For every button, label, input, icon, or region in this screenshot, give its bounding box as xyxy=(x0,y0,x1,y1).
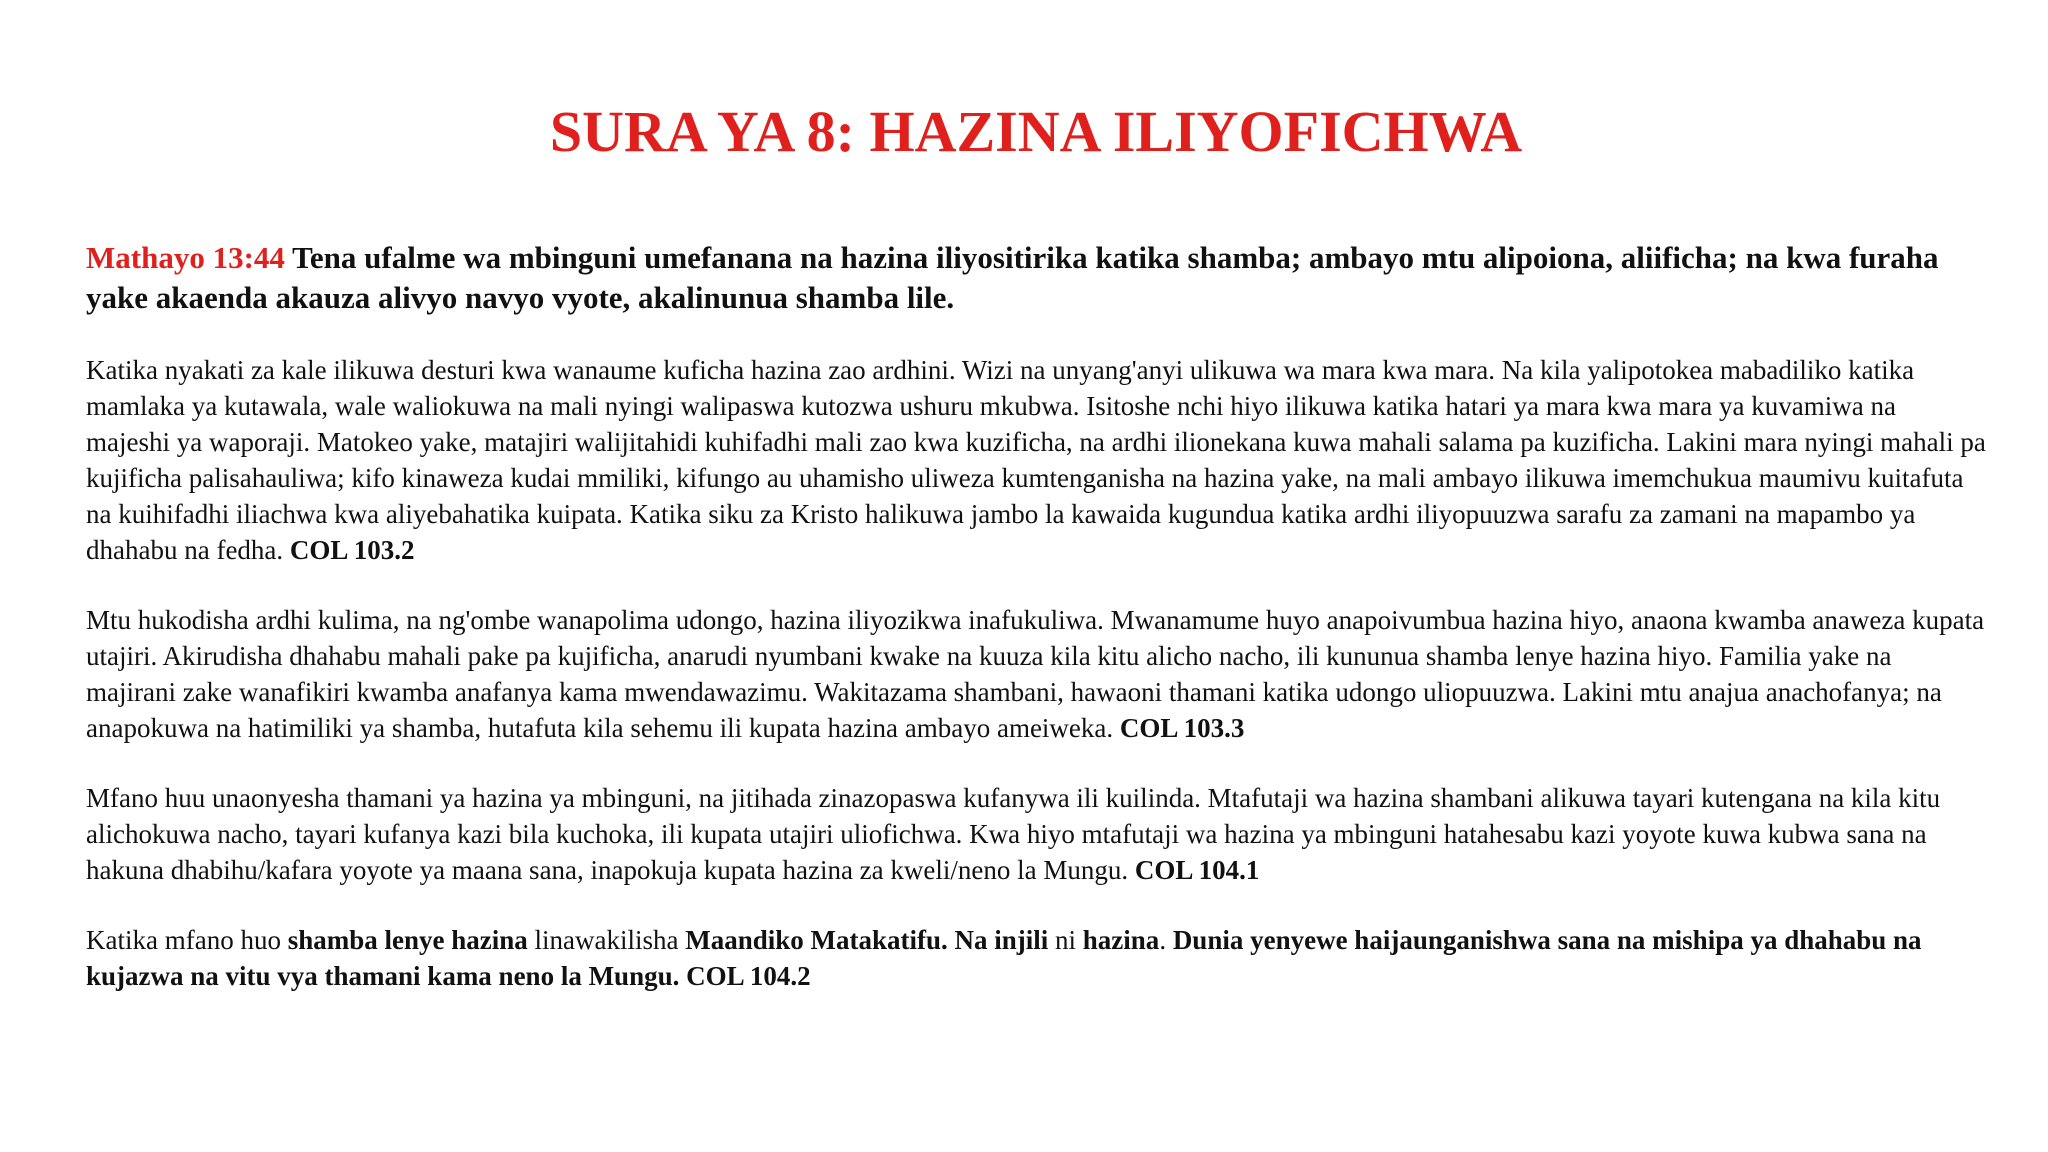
bold-phrase: hazina xyxy=(1082,925,1160,955)
bold-phrase: Maandiko Matakatifu. Na injili xyxy=(685,925,1049,955)
paragraph-2 xyxy=(86,602,1986,746)
paragraph-citation: COL 103.3 xyxy=(1119,713,1245,743)
paragraph-4 xyxy=(86,922,1986,994)
paragraph-3 xyxy=(86,780,1986,888)
paragraph-text: . xyxy=(1159,925,1173,955)
page-title: SURA YA 8: HAZINA ILIYOFICHWA xyxy=(549,99,1523,164)
paragraph-text: Mtu hukodisha ardhi kulima, na ng'ombe wanapolima udongo, hazina iliyozikwa inafukuliwa. Mwanamume huyo anapoivumbua hazina hiyo, anaona kwamba anaweza kupata utajiri. Akirudisha dhahabu mahali pake pa kujificha, anarudi nyumbani kwake na kuuza kila kitu alicho nacho, ili kununua shamba lenye hazina hiyo. Familia yake na majirani zake wanafikiri kwamba anafanya kama mwendawazimu. Wakitazama shambani, hawaoni thamani katika udongo uliopuuzwa. Lakini mtu anajua anachofanya; na anapokuwa na hatimiliki ya shamba, hutafuta kila sehemu ili kupata hazina ambayo ameiweka. xyxy=(86,605,1985,743)
paragraph-text: Katika mfano huo xyxy=(86,925,288,955)
paragraph-text: linawakilisha xyxy=(527,925,686,955)
paragraph-1 xyxy=(86,352,1986,568)
bold-phrase: Dunia yenyewe haijaunganishwa sana na mishipa ya dhahabu na kujazwa na vitu vya thamani kama neno la Mungu. COL 104.2 xyxy=(86,925,1922,991)
paragraph-text: Katika nyakati za kale ilikuwa desturi kwa wanaume kuficha hazina zao ardhini. Wizi na unyang'anyi ulikuwa wa mara kwa mara. Na kila yalipotokea mabadiliko katika mamlaka ya kutawala, wale waliokuwa na mali nyingi walipaswa kutozwa ushuru mkubwa. Isitoshe nchi hiyo ilikuwa katika hatari ya mara kwa mara ya kuvamiwa na majeshi ya waporaji. Matokeo yake, matajiri walijitahidi kuhifadhi mali zao kwa kuzificha, na ardhi ilionekana kuwa mahali salama pa kuzificha. Lakini mara nyingi mahali pa kujificha palisahauliwa; kifo kinaweza kudai mmiliki, kifungo au uhamisho uliweza kumtenganisha na hazina yake, na mali ambayo ilikuwa imemchukua maumivu kuitafuta na kuihifadhi iliachwa kwa aliyebahatika kuipata. Katika siku za Kristo halikuwa jambo la kawaida kugundua katika ardhi iliyopuuzwa sarafu za zamani na mapambo ya dhahabu na fedha. xyxy=(86,355,1986,565)
paragraph-citation: COL 103.2 xyxy=(289,535,415,565)
document-page xyxy=(86,0,1986,994)
scripture-verse xyxy=(86,238,1986,318)
bold-phrase: shamba lenye hazina xyxy=(287,925,528,955)
paragraph-text: ni xyxy=(1048,925,1083,955)
paragraph-citation: COL 104.1 xyxy=(1134,855,1260,885)
verse-reference: Mathayo 13:44 xyxy=(86,240,285,275)
paragraph-text: Mfano huu unaonyesha thamani ya hazina ya mbinguni, na jitihada zinazopaswa kufanywa ili kuilinda. Mtafutaji wa hazina shambani alikuwa tayari kutengana na kila kitu alichokuwa nacho, tayari kufanya kazi bila kuchoka, ili kupata utajiri uliofichwa. Kwa hiyo mtafutaji wa hazina ya mbinguni hatahesabu kazi yoyote kuwa kubwa sana na hakuna dhabihu/kafara yoyote ya maana sana, inapokuja kupata hazina za kweli/neno la Mungu. xyxy=(86,783,1941,885)
verse-text: Tena ufalme wa mbinguni umefanana na hazina iliyositirika katika shamba; ambayo mtu alipoiona, aliificha; na kwa furaha yake akaenda akauza alivyo navyo vyote, akalinunua shamba lile. xyxy=(86,240,1939,315)
